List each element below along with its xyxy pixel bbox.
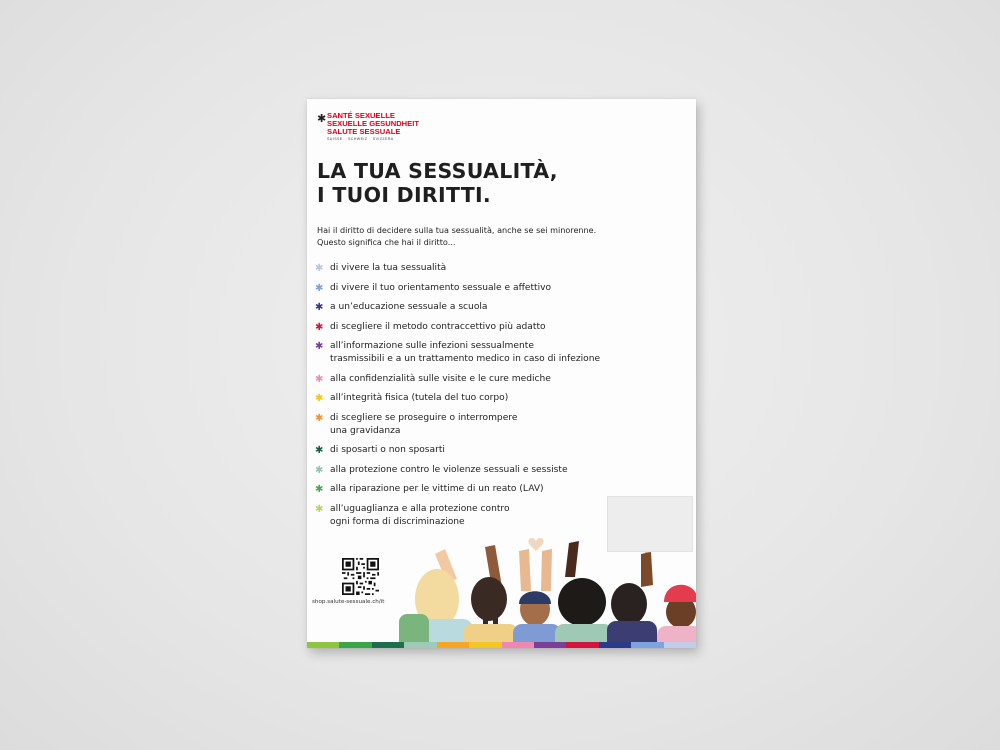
right-text: alla confidenzialità sulle visite e le cure mediche bbox=[330, 373, 551, 384]
asterisk-icon: ✱ bbox=[315, 373, 324, 385]
right-item bbox=[315, 282, 685, 295]
person-4-hair bbox=[558, 578, 606, 626]
asterisk-icon: ✱ bbox=[317, 112, 327, 125]
braid-2 bbox=[493, 604, 498, 644]
asterisk-icon: ✱ bbox=[315, 503, 324, 515]
color-strip-segment bbox=[664, 642, 696, 648]
right-item bbox=[315, 262, 685, 275]
braid-1 bbox=[483, 604, 488, 644]
person-1-hair bbox=[415, 569, 459, 629]
asterisk-icon: ✱ bbox=[315, 341, 324, 352]
right-text: di scegliere se proseguire o interrompere una gravidanza bbox=[330, 412, 518, 436]
raised-arm-6 bbox=[641, 552, 653, 587]
poster bbox=[307, 99, 696, 648]
right-text: alla riparazione per le vittime di un reato (LAV) bbox=[330, 484, 544, 495]
color-strip-segment bbox=[307, 642, 339, 648]
person-6-head bbox=[666, 596, 696, 628]
logo-countries bbox=[327, 137, 398, 141]
person-2-hair bbox=[471, 577, 507, 621]
color-strip-segment bbox=[534, 642, 566, 648]
asterisk-icon: ✱ bbox=[315, 464, 324, 476]
qr-url[interactable]: shop.salute-sessuale.ch/it bbox=[312, 599, 385, 605]
right-item bbox=[315, 464, 685, 477]
right-text: di vivere il tuo orientamento sessuale e affettivo bbox=[330, 282, 552, 293]
person-3-head bbox=[520, 592, 550, 626]
right-text: alla protezione contro le violenze sessuali e sessiste bbox=[330, 464, 568, 475]
person-5-hair bbox=[611, 583, 647, 625]
color-strip-segment bbox=[469, 642, 501, 648]
beanie bbox=[519, 591, 551, 604]
rights-list bbox=[315, 262, 685, 536]
color-strip bbox=[307, 642, 696, 648]
title-line-1: LA TUA SESSUALITÀ, bbox=[317, 159, 558, 183]
logo-country-de: SCHWEIZ bbox=[348, 137, 368, 141]
red-cap bbox=[664, 585, 696, 602]
logo-country-it: SVIZZERA bbox=[372, 137, 394, 141]
logo-line-it: SALUTE SESSUALE bbox=[327, 126, 401, 136]
title-line-2: I TUOI DIRITTI. bbox=[317, 183, 491, 207]
logo-text bbox=[327, 112, 419, 135]
asterisk-icon: ✱ bbox=[315, 321, 324, 333]
intro-line-1: Hai il diritto di decidere sulla tua sessualità, anche se sei minorenne. bbox=[317, 225, 597, 235]
right-item bbox=[315, 301, 685, 314]
heart-hands bbox=[528, 538, 543, 551]
asterisk-icon: ✱ bbox=[315, 445, 324, 457]
color-strip-segment bbox=[502, 642, 534, 648]
right-item bbox=[315, 340, 685, 366]
raised-arm-2 bbox=[485, 545, 503, 595]
right-text: all’uguaglianza e alla protezione contro ogni forma di discriminazione bbox=[330, 503, 510, 528]
right-text: all’informazione sulle infezioni sessualmente trasmissibili e a un trattamento medico in caso di infezione bbox=[330, 341, 601, 365]
asterisk-icon: ✱ bbox=[315, 393, 324, 405]
raised-arm-5 bbox=[565, 541, 579, 577]
intro-text bbox=[317, 224, 677, 248]
logo-line-fr: SANTÉ SEXUELLE bbox=[327, 111, 395, 120]
raised-arm-3 bbox=[519, 549, 531, 591]
right-item bbox=[315, 483, 685, 496]
color-strip-segment bbox=[437, 642, 469, 648]
color-strip-segment bbox=[404, 642, 436, 648]
right-item bbox=[315, 373, 685, 386]
right-text: di sposarti o non sposarti bbox=[330, 445, 445, 456]
color-strip-segment bbox=[566, 642, 598, 648]
asterisk-icon: ✱ bbox=[315, 263, 324, 274]
right-item bbox=[315, 412, 685, 438]
intro-line-2: Questo significa che hai il diritto... bbox=[317, 237, 456, 247]
asterisk-icon: ✱ bbox=[315, 302, 324, 313]
asterisk-icon: ✱ bbox=[315, 282, 324, 294]
raised-arm-1 bbox=[435, 549, 457, 583]
color-strip-segment bbox=[372, 642, 404, 648]
color-strip-segment bbox=[631, 642, 663, 648]
right-text: di vivere la tua sessualità bbox=[330, 263, 447, 273]
blank-sign bbox=[607, 496, 693, 552]
right-text: all’integrità fisica (tutela del tuo corpo) bbox=[330, 393, 509, 404]
right-text: di scegliere il metodo contraccettivo più adatto bbox=[330, 321, 546, 332]
qr-code bbox=[342, 558, 379, 595]
color-strip-segment bbox=[339, 642, 371, 648]
asterisk-icon: ✱ bbox=[315, 412, 324, 424]
right-item bbox=[315, 444, 685, 457]
logo-country-fr: SUISSE bbox=[327, 137, 343, 141]
right-item bbox=[315, 392, 685, 405]
logo-line-de: SEXUELLE GESUNDHEIT bbox=[327, 118, 419, 128]
right-item bbox=[315, 321, 685, 334]
color-strip-segment bbox=[599, 642, 631, 648]
raised-arm-4 bbox=[541, 549, 552, 591]
poster-title bbox=[317, 159, 677, 207]
asterisk-icon: ✱ bbox=[315, 484, 324, 496]
right-text: a un’educazione sessuale a scuola bbox=[330, 302, 488, 312]
